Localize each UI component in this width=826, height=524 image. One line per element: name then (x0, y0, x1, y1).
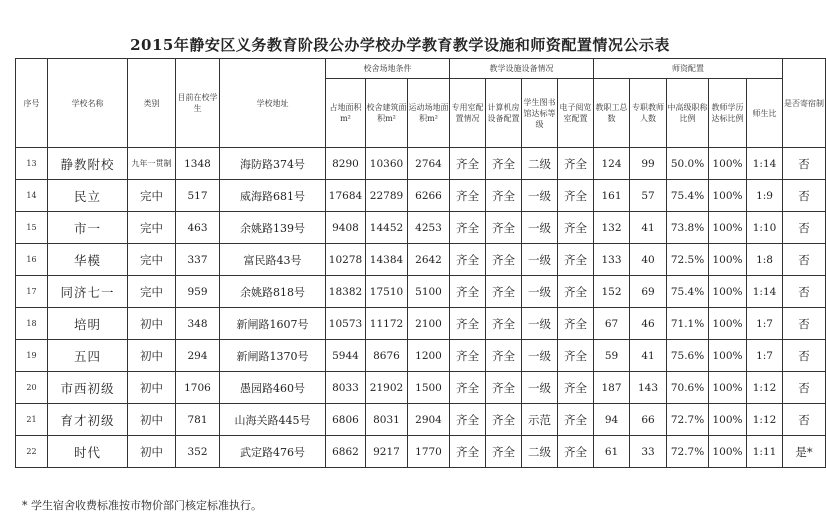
cell-seq: 20 (16, 372, 48, 404)
cell-site: 6862 (326, 436, 366, 468)
cell-special: 齐全 (450, 308, 486, 340)
table-row (16, 308, 826, 340)
cell-qualified: 100% (709, 276, 747, 308)
header-type: 类别 (128, 59, 176, 148)
cell-building: 17510 (366, 276, 408, 308)
cell-name: 华模 (48, 244, 128, 276)
cell-building: 21902 (366, 372, 408, 404)
cell-boarding: 否 (783, 276, 826, 308)
cell-computer: 齐全 (486, 404, 522, 436)
cell-special: 齐全 (450, 212, 486, 244)
cell-eread: 齐全 (558, 212, 594, 244)
school-table (15, 58, 826, 468)
cell-type: 初中 (128, 372, 176, 404)
cell-boarding: 否 (783, 180, 826, 212)
cell-boarding: 否 (783, 404, 826, 436)
cell-ratio: 1:7 (747, 340, 783, 372)
cell-senior: 70.6% (667, 372, 709, 404)
cell-computer: 齐全 (486, 340, 522, 372)
cell-computer: 齐全 (486, 148, 522, 180)
cell-eread: 齐全 (558, 404, 594, 436)
cell-boarding: 否 (783, 372, 826, 404)
cell-sports: 1770 (408, 436, 450, 468)
cell-building: 8031 (366, 404, 408, 436)
header-group-facility: 教学设施设备情况 (450, 59, 594, 79)
cell-boarding: 否 (783, 212, 826, 244)
cell-special: 齐全 (450, 404, 486, 436)
cell-building: 14384 (366, 244, 408, 276)
cell-seq: 17 (16, 276, 48, 308)
cell-type: 初中 (128, 436, 176, 468)
cell-teachers: 41 (630, 212, 667, 244)
cell-staff: 132 (594, 212, 630, 244)
cell-students: 294 (176, 340, 220, 372)
header-library: 学生图书馆达标等级 (522, 79, 558, 148)
cell-senior: 72.7% (667, 404, 709, 436)
cell-qualified: 100% (709, 148, 747, 180)
cell-students: 352 (176, 436, 220, 468)
cell-students: 1706 (176, 372, 220, 404)
cell-address: 新闸路1607号 (220, 308, 326, 340)
footnote: * 学生宿舍收费标准按市物价部门核定标准执行。 (22, 499, 262, 512)
table-header (16, 59, 826, 148)
cell-staff: 187 (594, 372, 630, 404)
cell-name: 市一 (48, 212, 128, 244)
cell-boarding: 否 (783, 308, 826, 340)
cell-seq: 13 (16, 148, 48, 180)
cell-students: 337 (176, 244, 220, 276)
cell-seq: 19 (16, 340, 48, 372)
cell-site: 10278 (326, 244, 366, 276)
cell-computer: 齐全 (486, 276, 522, 308)
cell-library: 一级 (522, 212, 558, 244)
cell-site: 17684 (326, 180, 366, 212)
cell-library: 一级 (522, 340, 558, 372)
cell-ratio: 1:8 (747, 244, 783, 276)
cell-sports: 1500 (408, 372, 450, 404)
cell-teachers: 66 (630, 404, 667, 436)
cell-type: 初中 (128, 340, 176, 372)
header-ratio: 师生比 (747, 79, 783, 148)
cell-name: 市西初级 (48, 372, 128, 404)
table-row (16, 148, 826, 180)
cell-name: 民立 (48, 180, 128, 212)
header-qualified: 教师学历达标比例 (709, 79, 747, 148)
cell-building: 8676 (366, 340, 408, 372)
header-address: 学校地址 (220, 59, 326, 148)
header-special-room: 专用室配置情况 (450, 79, 486, 148)
cell-address: 余姚路139号 (220, 212, 326, 244)
table-row (16, 340, 826, 372)
header-e-reading: 电子阅览室配置 (558, 79, 594, 148)
cell-teachers: 40 (630, 244, 667, 276)
cell-library: 一级 (522, 276, 558, 308)
cell-library: 示范 (522, 404, 558, 436)
cell-eread: 齐全 (558, 244, 594, 276)
cell-special: 齐全 (450, 244, 486, 276)
cell-qualified: 100% (709, 340, 747, 372)
cell-students: 463 (176, 212, 220, 244)
cell-staff: 152 (594, 276, 630, 308)
header-computer-room: 计算机房设备配置 (486, 79, 522, 148)
cell-name: 时代 (48, 436, 128, 468)
cell-eread: 齐全 (558, 180, 594, 212)
cell-qualified: 100% (709, 404, 747, 436)
cell-staff: 161 (594, 180, 630, 212)
cell-ratio: 1:11 (747, 436, 783, 468)
cell-special: 齐全 (450, 148, 486, 180)
page-title: 2015年静安区义务教育阶段公办学校办学教育教学设施和师资配置情况公示表 (130, 36, 670, 54)
cell-name: 培明 (48, 308, 128, 340)
cell-computer: 齐全 (486, 244, 522, 276)
cell-teachers: 99 (630, 148, 667, 180)
cell-library: 二级 (522, 148, 558, 180)
cell-senior: 75.6% (667, 340, 709, 372)
cell-boarding: 否 (783, 148, 826, 180)
cell-ratio: 1:9 (747, 180, 783, 212)
cell-address: 富民路43号 (220, 244, 326, 276)
cell-qualified: 100% (709, 372, 747, 404)
cell-students: 781 (176, 404, 220, 436)
cell-boarding: 否 (783, 244, 826, 276)
header-senior-ratio: 中高级职称比例 (667, 79, 709, 148)
cell-seq: 21 (16, 404, 48, 436)
cell-students: 1348 (176, 148, 220, 180)
cell-library: 一级 (522, 244, 558, 276)
cell-sports: 2764 (408, 148, 450, 180)
cell-qualified: 100% (709, 436, 747, 468)
cell-building: 10360 (366, 148, 408, 180)
cell-computer: 齐全 (486, 308, 522, 340)
table-row (16, 404, 826, 436)
cell-boarding: 是* (783, 436, 826, 468)
cell-address: 愚园路460号 (220, 372, 326, 404)
cell-ratio: 1:10 (747, 212, 783, 244)
cell-staff: 133 (594, 244, 630, 276)
cell-teachers: 69 (630, 276, 667, 308)
cell-staff: 59 (594, 340, 630, 372)
cell-building: 14452 (366, 212, 408, 244)
cell-qualified: 100% (709, 244, 747, 276)
header-students: 目前在校学生 (176, 59, 220, 148)
table-row (16, 436, 826, 468)
cell-staff: 94 (594, 404, 630, 436)
cell-qualified: 100% (709, 308, 747, 340)
cell-ratio: 1:14 (747, 276, 783, 308)
header-sports-area: 运动场地面积m² (408, 79, 450, 148)
cell-ratio: 1:14 (747, 148, 783, 180)
cell-name: 育才初级 (48, 404, 128, 436)
header-seq: 序号 (16, 59, 48, 148)
cell-students: 959 (176, 276, 220, 308)
table-row (16, 276, 826, 308)
cell-ratio: 1:12 (747, 404, 783, 436)
header-group-site: 校舍场地条件 (326, 59, 450, 79)
cell-eread: 齐全 (558, 436, 594, 468)
cell-building: 9217 (366, 436, 408, 468)
cell-address: 山海关路445号 (220, 404, 326, 436)
cell-sports: 1200 (408, 340, 450, 372)
cell-site: 8290 (326, 148, 366, 180)
cell-site: 5944 (326, 340, 366, 372)
cell-staff: 61 (594, 436, 630, 468)
cell-sports: 2904 (408, 404, 450, 436)
cell-type: 完中 (128, 244, 176, 276)
cell-special: 齐全 (450, 340, 486, 372)
cell-name: 五四 (48, 340, 128, 372)
cell-special: 齐全 (450, 436, 486, 468)
cell-teachers: 143 (630, 372, 667, 404)
cell-site: 10573 (326, 308, 366, 340)
cell-building: 11172 (366, 308, 408, 340)
cell-eread: 齐全 (558, 308, 594, 340)
header-staff-total: 教职工总数 (594, 79, 630, 148)
cell-special: 齐全 (450, 372, 486, 404)
header-group-teacher: 师资配置 (594, 59, 783, 79)
header-boarding: 是否寄宿制 (783, 59, 826, 148)
table-row (16, 244, 826, 276)
cell-site: 9408 (326, 212, 366, 244)
table-row (16, 180, 826, 212)
cell-site: 8033 (326, 372, 366, 404)
cell-eread: 齐全 (558, 148, 594, 180)
cell-library: 二级 (522, 436, 558, 468)
cell-sports: 2100 (408, 308, 450, 340)
cell-address: 威海路681号 (220, 180, 326, 212)
cell-seq: 18 (16, 308, 48, 340)
cell-site: 18382 (326, 276, 366, 308)
cell-ratio: 1:7 (747, 308, 783, 340)
cell-address: 余姚路818号 (220, 276, 326, 308)
cell-teachers: 41 (630, 340, 667, 372)
cell-eread: 齐全 (558, 372, 594, 404)
cell-type: 九年一贯制 (128, 148, 176, 180)
table-row (16, 212, 826, 244)
cell-address: 武定路476号 (220, 436, 326, 468)
cell-students: 348 (176, 308, 220, 340)
cell-name: 静教附校 (48, 148, 128, 180)
table-body (16, 148, 826, 468)
cell-qualified: 100% (709, 180, 747, 212)
cell-teachers: 33 (630, 436, 667, 468)
cell-senior: 71.1% (667, 308, 709, 340)
cell-address: 新闸路1370号 (220, 340, 326, 372)
cell-library: 一级 (522, 372, 558, 404)
cell-students: 517 (176, 180, 220, 212)
table-row (16, 372, 826, 404)
cell-seq: 16 (16, 244, 48, 276)
cell-type: 完中 (128, 276, 176, 308)
cell-type: 初中 (128, 308, 176, 340)
cell-name: 同济七一 (48, 276, 128, 308)
cell-library: 一级 (522, 308, 558, 340)
cell-senior: 72.5% (667, 244, 709, 276)
cell-ratio: 1:12 (747, 372, 783, 404)
cell-library: 一级 (522, 180, 558, 212)
cell-staff: 67 (594, 308, 630, 340)
cell-senior: 72.7% (667, 436, 709, 468)
cell-address: 海防路374号 (220, 148, 326, 180)
cell-type: 完中 (128, 180, 176, 212)
cell-seq: 15 (16, 212, 48, 244)
cell-eread: 齐全 (558, 276, 594, 308)
cell-seq: 14 (16, 180, 48, 212)
cell-boarding: 否 (783, 340, 826, 372)
cell-eread: 齐全 (558, 340, 594, 372)
cell-qualified: 100% (709, 212, 747, 244)
cell-sports: 2642 (408, 244, 450, 276)
cell-sports: 4253 (408, 212, 450, 244)
header-fulltime-teachers: 专职教师人数 (630, 79, 667, 148)
cell-computer: 齐全 (486, 212, 522, 244)
cell-seq: 22 (16, 436, 48, 468)
cell-special: 齐全 (450, 276, 486, 308)
header-site-area: 占地面积m² (326, 79, 366, 148)
cell-sports: 6266 (408, 180, 450, 212)
cell-building: 22789 (366, 180, 408, 212)
header-building-area: 校舍建筑面积m² (366, 79, 408, 148)
cell-computer: 齐全 (486, 180, 522, 212)
cell-senior: 73.8% (667, 212, 709, 244)
cell-computer: 齐全 (486, 372, 522, 404)
cell-senior: 75.4% (667, 276, 709, 308)
cell-type: 初中 (128, 404, 176, 436)
cell-sports: 5100 (408, 276, 450, 308)
cell-teachers: 46 (630, 308, 667, 340)
cell-special: 齐全 (450, 180, 486, 212)
header-name: 学校名称 (48, 59, 128, 148)
cell-type: 完中 (128, 212, 176, 244)
cell-site: 6806 (326, 404, 366, 436)
cell-staff: 124 (594, 148, 630, 180)
cell-senior: 50.0% (667, 148, 709, 180)
cell-teachers: 57 (630, 180, 667, 212)
cell-senior: 75.4% (667, 180, 709, 212)
cell-computer: 齐全 (486, 436, 522, 468)
